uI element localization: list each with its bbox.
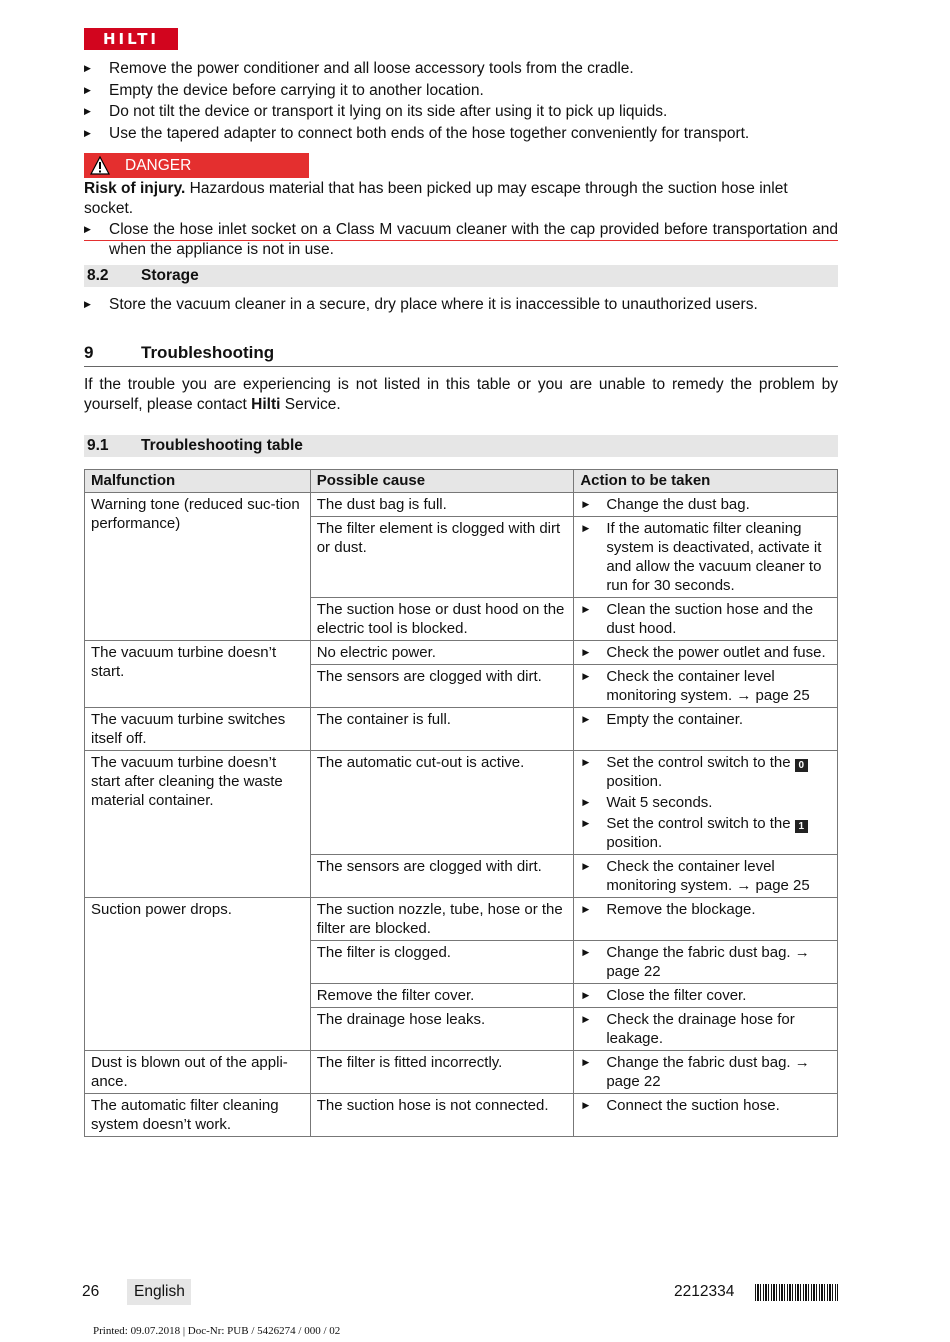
list-item: ▶ Close the hose inlet socket on a Class M vacuum cleaner with the cap provided before transportation and when the appliance is not in use. <box>84 221 838 258</box>
chapter-heading-troubleshooting: 9 Troubleshooting <box>84 341 838 367</box>
triangle-right-icon: ▶ <box>84 299 91 309</box>
section-heading-storage: 8.2 Storage <box>84 265 838 287</box>
cause-cell: The filter element is clogged with dirt or dust. <box>310 517 574 598</box>
cause-cell: Remove the filter cover. <box>310 984 574 1008</box>
risk-heading: Risk of injury. <box>84 180 186 197</box>
triangle-right-icon: ▶ <box>582 990 590 1000</box>
barcode <box>755 1284 838 1301</box>
cause-cell: No electric power. <box>310 641 574 665</box>
cause-cell: The automatic cut-out is active. <box>310 751 574 855</box>
malfunction-cell: The vacuum turbine switches itself off. <box>85 708 311 751</box>
danger-text <box>84 179 838 261</box>
triangle-right-icon: ▶ <box>582 1057 590 1067</box>
table-row <box>85 708 838 751</box>
cause-cell: The filter is fitted incorrectly. <box>310 1051 574 1094</box>
switch-position-1-symbol: 1 <box>795 820 808 833</box>
triangle-right-icon: ▶ <box>582 714 590 724</box>
malfunction-cell: The vacuum turbine doesn’t start after cleaning the waste material container. <box>85 751 311 898</box>
cause-cell: The suction hose or dust hood on the electric tool is blocked. <box>310 598 574 641</box>
switch-position-0-symbol: 0 <box>795 759 808 772</box>
column-header: Possible cause <box>310 470 574 493</box>
print-info: Printed: 09.07.2018 | Doc-Nr: PUB / 5426274 / 000 / 02 <box>93 1325 341 1337</box>
storage-bullet-list <box>84 295 838 317</box>
language-label: English <box>127 1279 191 1305</box>
table-row <box>85 1051 838 1094</box>
danger-divider <box>84 240 838 241</box>
list-item: ▶ Empty the device before carrying it to another location. <box>84 81 484 99</box>
table-row <box>85 641 838 665</box>
action-cell: ▶ Change the fabric dust bag. → page 22 <box>574 941 838 984</box>
triangle-right-icon: ▶ <box>84 106 91 116</box>
action-cell: ▶ Check the power outlet and fuse. <box>574 641 838 665</box>
triangle-right-icon: ▶ <box>84 63 91 73</box>
triangle-right-icon: ▶ <box>582 904 590 914</box>
malfunction-cell: The automatic filter cleaning system doesn’t work. <box>85 1094 311 1137</box>
action-cell: ▶ Close the filter cover. <box>574 984 838 1008</box>
warning-triangle-icon <box>90 156 110 175</box>
page-number: 26 <box>82 1283 100 1300</box>
cause-cell: The suction nozzle, tube, hose or the filter are blocked. <box>310 898 574 941</box>
list-item: ▶ Use the tapered adapter to connect both ends of the hose together conveniently for transport. <box>84 124 750 142</box>
cause-cell: The sensors are clogged with dirt. <box>310 665 574 708</box>
triangle-right-icon: ▶ <box>84 224 91 234</box>
table-header-row <box>85 470 838 493</box>
hilti-logo: HILTI <box>84 28 178 50</box>
triangle-right-icon: ▶ <box>582 499 590 509</box>
action-cell: ▶ Set the control switch to the 0 position. ▶ Wait 5 seconds. ▶ Set the control switch to the 1 position. <box>574 751 838 855</box>
triangle-right-icon: ▶ <box>582 1100 590 1110</box>
action-cell: ▶ Check the drainage hose for leakage. <box>574 1008 838 1051</box>
danger-label: DANGER <box>125 157 192 174</box>
triangle-right-icon: ▶ <box>582 818 590 828</box>
danger-banner <box>84 153 309 178</box>
column-header: Malfunction <box>85 470 311 493</box>
triangle-right-icon: ▶ <box>582 861 590 871</box>
triangle-right-icon: ▶ <box>582 523 590 533</box>
triangle-right-icon: ▶ <box>582 671 590 681</box>
malfunction-cell: Dust is blown out of the appli-ance. <box>85 1051 311 1094</box>
table-row <box>85 898 838 941</box>
malfunction-cell: Warning tone (reduced suc-tion performance) <box>85 493 311 641</box>
triangle-right-icon: ▶ <box>582 757 590 767</box>
troubleshooting-intro: If the trouble you are experiencing is not listed in this table or you are unable to remedy the problem by yourself, please contact Hilti Service. <box>84 376 838 413</box>
cause-cell: The sensors are clogged with dirt. <box>310 855 574 898</box>
action-cell: ▶ If the automatic filter cleaning system is deactivated, activate it and allow the vacuum cleaner to run for 30 seconds. <box>574 517 838 598</box>
list-item: ▶ Remove the power conditioner and all loose accessory tools from the cradle. <box>84 60 634 77</box>
table-row <box>85 1094 838 1137</box>
list-item: ▶ Do not tilt the device or transport it lying on its side after using it to pick up liquids. <box>84 103 668 120</box>
troubleshooting-table <box>84 469 838 1137</box>
cause-cell: The dust bag is full. <box>310 493 574 517</box>
cause-cell: The container is full. <box>310 708 574 751</box>
triangle-right-icon: ▶ <box>84 84 91 95</box>
action-cell: ▶ Connect the suction hose. <box>574 1094 838 1137</box>
document-number: 2212334 <box>674 1283 735 1300</box>
triangle-right-icon: ▶ <box>84 127 91 138</box>
action-cell: ▶ Check the container level monitoring system. → page 25 <box>574 855 838 898</box>
triangle-right-icon: ▶ <box>582 647 590 657</box>
list-item: ▶ Store the vacuum cleaner in a secure, dry place where it is inaccessible to unauthorized users. <box>84 296 758 313</box>
action-cell: ▶ Check the container level monitoring system. → page 25 <box>574 665 838 708</box>
triangle-right-icon: ▶ <box>582 1014 590 1024</box>
triangle-right-icon: ▶ <box>582 797 590 807</box>
top-bullet-list <box>84 59 838 145</box>
action-cell: ▶ Remove the blockage. <box>574 898 838 941</box>
section-heading-troubleshooting-table: 9.1 Troubleshooting table <box>84 435 838 457</box>
table-row <box>85 493 838 517</box>
table-row <box>85 751 838 855</box>
malfunction-cell: The vacuum turbine doesn’t start. <box>85 641 311 708</box>
column-header: Action to be taken <box>574 470 838 493</box>
triangle-right-icon: ▶ <box>582 604 590 614</box>
risk-description: Hazardous material that has been picked up may escape through the suction hose inlet socket. <box>84 180 788 217</box>
cause-cell: The suction hose is not connected. <box>310 1094 574 1137</box>
cause-cell: The drainage hose leaks. <box>310 1008 574 1051</box>
action-cell: ▶ Clean the suction hose and the dust hood. <box>574 598 838 641</box>
cause-cell: The filter is clogged. <box>310 941 574 984</box>
action-cell: ▶ Empty the container. <box>574 708 838 751</box>
malfunction-cell: Suction power drops. <box>85 898 311 1051</box>
action-cell: ▶ Change the fabric dust bag. → page 22 <box>574 1051 838 1094</box>
action-cell: ▶ Change the dust bag. <box>574 493 838 517</box>
triangle-right-icon: ▶ <box>582 947 590 957</box>
